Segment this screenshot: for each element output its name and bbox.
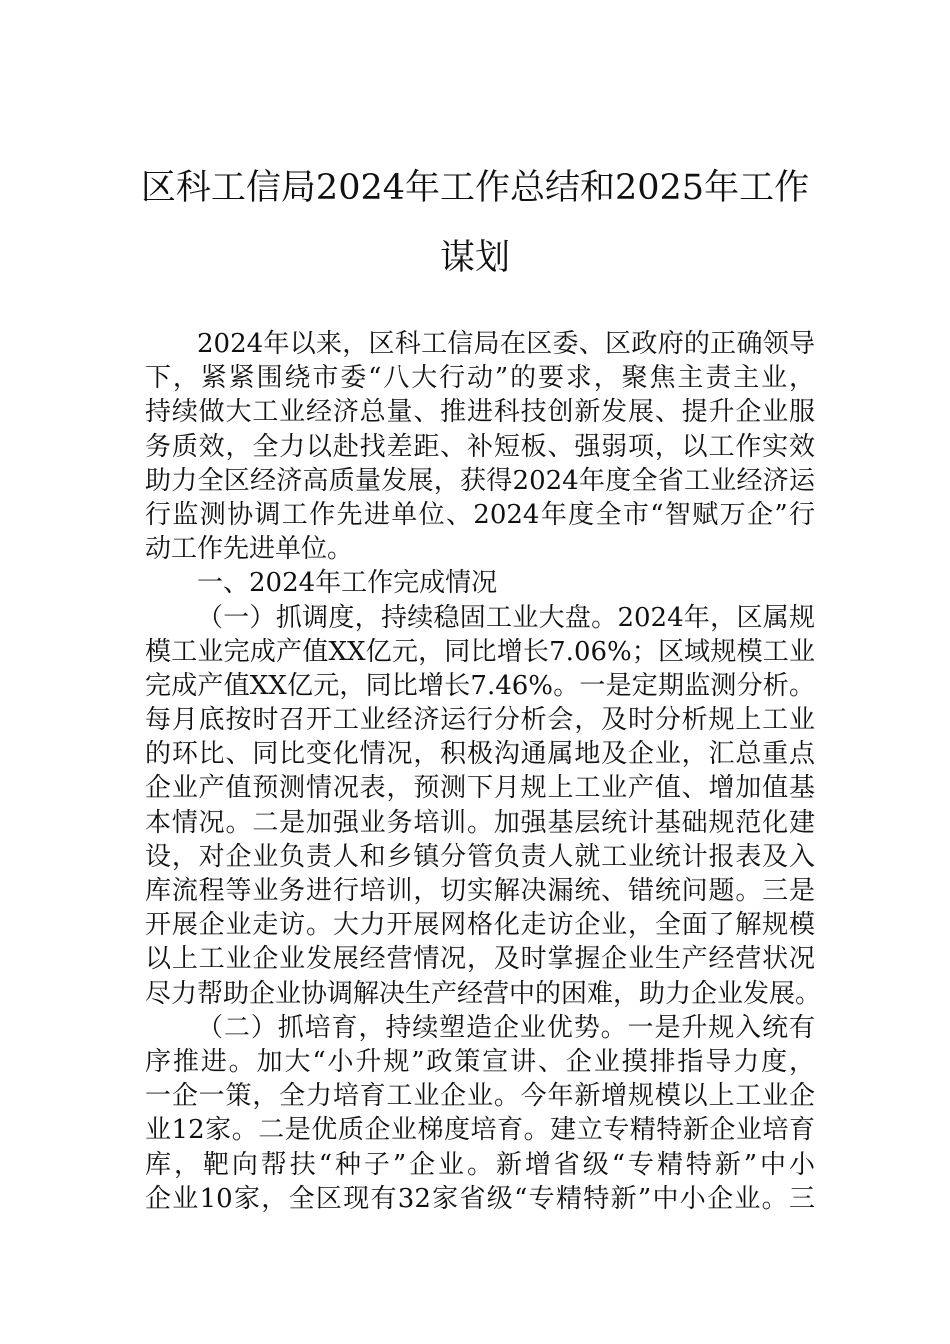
- body-line: （二）抓培育，持续塑造企业优势。一是升规入统有: [197, 1012, 815, 1043]
- document-body: [145, 327, 822, 1216]
- body-line: 设，对企业负责人和乡镇分管负责人就工业统计报表及入: [145, 841, 815, 872]
- body-line: 行监测协调工作先进单位、2024年度全市“智赋万企”行: [145, 499, 815, 530]
- body-line: 完成产值XX亿元，同比增长7.46%。一是定期监测分析。: [145, 670, 815, 701]
- document-title-line-2: 谋划: [439, 238, 510, 278]
- body-line: 库流程等业务进行培训，切实解决漏统、错统问题。三是: [145, 876, 815, 906]
- body-line: 每月底按时召开工业经济运行分析会，及时分析规上工业: [145, 705, 815, 736]
- document-title-line-1: 区科工信局2024年工作总结和2025年工作: [140, 168, 810, 208]
- body-line: （一）抓调度，持续稳固工业大盘。2024年，区属规: [197, 602, 815, 633]
- body-line: 的环比、同比变化情况，积极沟通属地及企业，汇总重点: [145, 739, 815, 770]
- body-line: 动工作先进单位。: [145, 534, 354, 565]
- body-line: 下，紧紧围绕市委“八大行动”的要求，聚焦主责主业，: [145, 363, 815, 394]
- body-line: 业12家。二是优质企业梯度培育。建立专精特新企业培育: [145, 1115, 815, 1146]
- body-line: 务质效，全力以赴找差距、补短板、强弱项，以工作实效: [145, 431, 815, 462]
- body-line: 2024年以来，区科工信局在区委、区政府的正确领导: [197, 329, 815, 359]
- body-line: 一企一策，全力培育工业企业。今年新增规模以上工业企: [145, 1081, 815, 1112]
- body-line: 企业产值预测情况表，预测下月规上工业产值、增加值基: [145, 773, 815, 804]
- body-line: 库，靶向帮扶“种子”企业。新增省级“专精特新”中小: [145, 1149, 815, 1180]
- body-line: 开展企业走访。大力开展网格化走访企业，全面了解规模: [145, 910, 815, 941]
- body-line: 序推进。加大“小升规”政策宣讲、企业摸排指导力度，: [145, 1046, 815, 1077]
- body-line: 一、2024年工作完成情况: [197, 568, 498, 599]
- body-line: 本情况。二是加强业务培训。加强基层统计基础规范化建: [145, 807, 815, 838]
- body-line: 持续做大工业经济总量、推进科技创新发展、提升企业服: [145, 397, 815, 428]
- body-line: 尽力帮助企业协调解决生产经营中的困难，助力企业发展。: [145, 978, 822, 1009]
- body-line: 以上工业企业发展经营情况，及时掌握企业生产经营状况: [145, 944, 815, 975]
- body-line: 模工业完成产值XX亿元，同比增长7.06%；区域规模工业: [145, 636, 815, 667]
- body-line: 企业10家，全区现有32家省级“专精特新”中小企业。三: [145, 1183, 815, 1214]
- body-line: 助力全区经济高质量发展，获得2024年度全省工业经济运: [145, 465, 815, 496]
